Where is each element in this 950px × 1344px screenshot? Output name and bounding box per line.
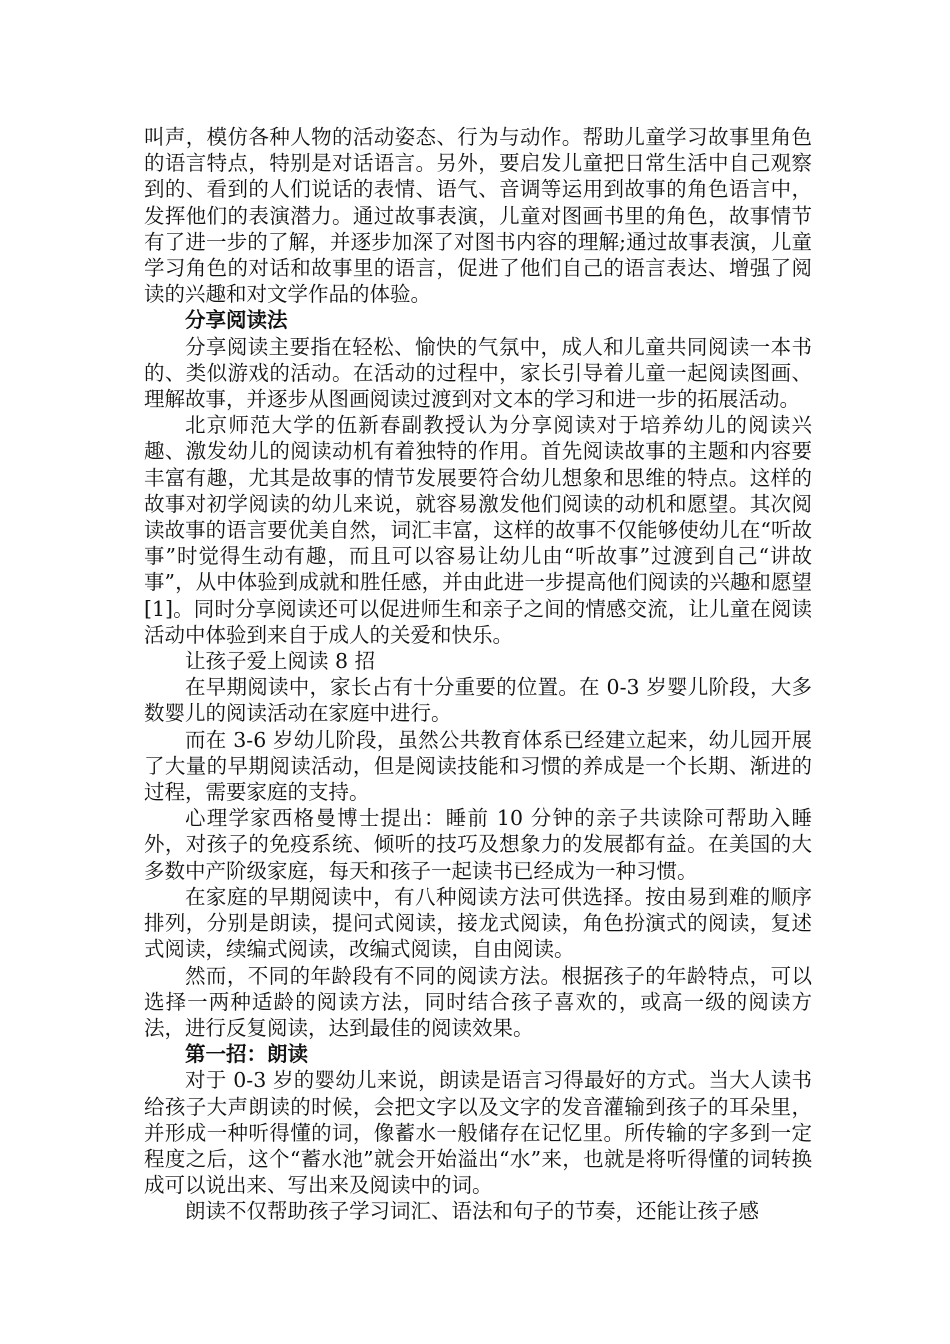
paragraph-reading-aloud: 对于 0-3 岁的婴幼儿来说，朗读是语言习得最好的方式。当大人读书给孩子大声朗读的时候，会把文字以及文字的发音灌输到孩子的耳朵里，并形成一种听得懂的词，像蓄水一般储存在记忆里。所传输的字多到一定程度之后，这个“蓄水池”就会开始溢出“水”来，也就是将听得懂的词转换成可以说出来、写出来及阅读中的词。 bbox=[144, 1068, 812, 1198]
section-heading-tip-one: 第一招：朗读 bbox=[185, 1042, 308, 1067]
paragraph-preschool-stage: 而在 3-6 岁幼儿阶段，虽然公共教育体系已经建立起来，幼儿园开展了大量的早期阅读活动，但是阅读技能和习惯的养成是一个长期、渐进的过程，需要家庭的支持。 bbox=[144, 727, 812, 805]
paragraph-age-methods: 然而，不同的年龄段有不同的阅读方法。根据孩子的年龄特点，可以选择一两种适龄的阅读方法，同时结合孩子喜欢的，或高一级的阅读方法，进行反复阅读，达到最佳的阅读效果。 bbox=[144, 963, 812, 1040]
paragraph-infant-stage: 在早期阅读中，家长占有十分重要的位置。在 0-3 岁婴儿阶段，大多数婴儿的阅读活动在家庭中进行。 bbox=[144, 675, 812, 726]
paragraph-expert-opinion: 北京师范大学的伍新春副教授认为分享阅读对于培养幼儿的阅读兴趣、激发幼儿的阅读动机有着独特的作用。首先阅读故事的主题和内容要丰富有趣，尤其是故事的情节发展要符合幼儿想象和思维的特点。这样的故事对初学阅读的幼儿来说，就容易激发他们阅读的动机和愿望。其次阅读故事的语言要优美自然，词汇丰富，这样的故事不仅能够使幼儿在“听故事”时觉得生动有趣，而且可以容易让幼儿由“听故事”过渡到自己“讲故事”，从中体验到成就和胜任感，并由此进一步提高他们阅读的兴趣和愿望[1]。同时分享阅读还可以促进师生和亲子之间的情感交流，让儿童在阅读活动中体验到来自于成人的关爱和快乐。 bbox=[144, 413, 812, 647]
document-page bbox=[144, 124, 812, 1225]
paragraph-eight-methods: 在家庭的早期阅读中，有八种阅读方法可供选择。按由易到难的顺序排列，分别是朗读，提问式阅读，接龙式阅读，角色扮演式的阅读，复述式阅读，续编式阅读，改编式阅读，自由阅读。 bbox=[144, 884, 812, 962]
section-heading-shared-reading: 分享阅读法 bbox=[185, 308, 288, 333]
paragraph-eight-tips-title: 让孩子爱上阅读 8 招 bbox=[185, 649, 376, 674]
paragraph-bedtime-reading: 心理学家西格曼博士提出：睡前 10 分钟的亲子共读除可帮助入睡外，对孩子的免疫系统、倾听的技巧及想象力的发展都有益。在美国的大多数中产阶级家庭，每天和孩子一起读书已经成为一种习惯。 bbox=[144, 806, 812, 883]
paragraph-shared-reading-definition: 分享阅读主要指在轻松、愉快的气氛中，成人和儿童共同阅读一本书的、类似游戏的活动。在活动的过程中，家长引导着儿童一起阅读图画、理解故事，并逐步从图画阅读过渡到对文本的学习和进一步的拓展活动。 bbox=[144, 334, 812, 412]
paragraph-continued: 叫声，模仿各种人物的活动姿态、行为与动作。帮助儿童学习故事里角色的语言特点，特别是对话语言。另外，要启发儿童把日常生活中自己观察到的、看到的人们说话的表情、语气、音调等运用到故事的角色语言中，发挥他们的表演潜力。通过故事表演，儿童对图画书里的角色，故事情节有了进一步的了解，并逐步加深了对图书内容的理解;通过故事表演，儿童学习角色的对话和故事里的语言，促进了他们自己的语言表达、增强了阅读的兴趣和对文学作品的体验。 bbox=[144, 125, 812, 307]
paragraph-reading-aloud-benefits: 朗读不仅帮助孩子学习词汇、语法和句子的节奏，还能让孩子感 bbox=[185, 1199, 759, 1224]
